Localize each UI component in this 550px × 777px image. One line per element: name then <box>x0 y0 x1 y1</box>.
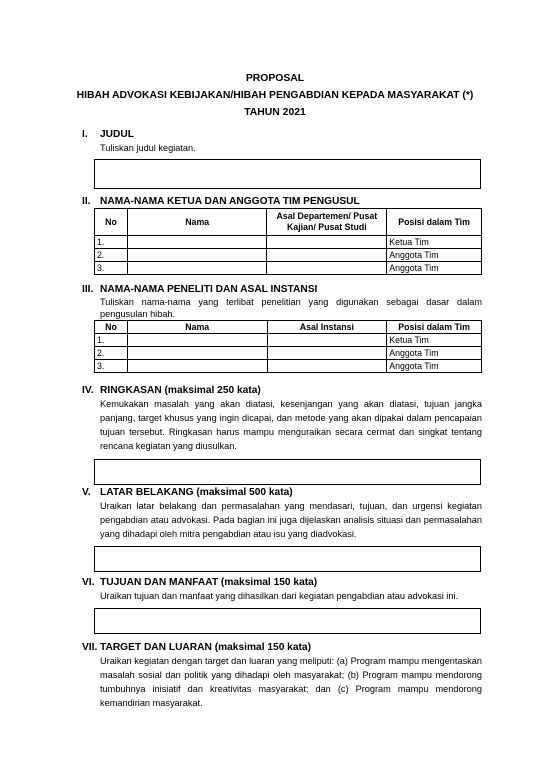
table-cell[interactable] <box>267 262 387 275</box>
table-row <box>95 236 482 249</box>
document-title <box>0 70 550 121</box>
table-cell[interactable] <box>127 347 267 360</box>
column-header: Posisi dalam Tim <box>387 321 482 334</box>
table-cell[interactable] <box>267 249 387 262</box>
section-title: NAMA-NAMA PENELITI DAN ASAL INSTANSI <box>100 284 318 295</box>
section-number: V. <box>82 487 91 498</box>
section-description: Uraikan tujuan dan manfaat yang dihasilkan dari kegiatan pengabdian atau advokasi ini. <box>100 591 459 601</box>
section-ringkasan <box>82 384 482 485</box>
latar-belakang-input-box[interactable] <box>94 546 481 572</box>
section-title: NAMA-NAMA KETUA DAN ANGGOTA TIM PENGUSUL <box>100 196 360 207</box>
table-cell[interactable] <box>127 334 267 347</box>
ringkasan-input-box[interactable] <box>94 459 481 485</box>
column-header: Asal Departemen/ Pusat Kajian/ Pusat Studi <box>267 209 387 236</box>
table-cell[interactable] <box>127 360 267 373</box>
section-heading <box>82 128 482 141</box>
section-number: IV. <box>82 385 94 396</box>
table-header-row <box>95 321 482 334</box>
table-cell: 2. <box>95 347 128 360</box>
table-cell: 3. <box>95 262 128 275</box>
section-title: LATAR BELAKANG (maksimal 500 kata) <box>100 487 293 498</box>
table-cell[interactable] <box>127 262 267 275</box>
section-description: Tuliskan nama-nama yang terlibat penelitian yang digunakan sebagai dasar dalam pengusulan hibah. <box>100 297 482 319</box>
section-number: VI. <box>82 577 95 588</box>
section-description: Uraikan latar belakang dan permasalahan yang mendasari, tujuan, dan urgensi kegiatan pengabdian atau advokasi. Pada bagian ini juga dijelaskan analisis situasi dan permasalahan yang dihadapi oleh mitra pengabdian atau isu yang diadvokasi. <box>100 501 482 539</box>
section-number: VII. <box>82 642 98 653</box>
section-description: Uraikan kegiatan dengan target dan luaran yang meliputi: (a) Program mampu mengentaskan masalah sosial dan politik yang dihadapi oleh masyarakat; (b) Program mampu mendorong tumbuhnya inisiatif dan kreativitas masyarakat; dan (c) Program mampu mendorong kemandirian masyarakat. <box>100 656 482 708</box>
section-target-luaran <box>82 641 482 710</box>
column-header: Nama <box>127 321 267 334</box>
section-heading <box>82 486 482 499</box>
section-heading <box>82 641 482 654</box>
title-line-1: PROPOSAL <box>245 73 305 84</box>
table-cell: Anggota Tim <box>387 249 482 262</box>
section-number: III. <box>82 284 94 295</box>
table-row <box>95 262 482 275</box>
table-cell: Anggota Tim <box>387 262 482 275</box>
table-cell[interactable] <box>267 360 387 373</box>
section-judul <box>82 128 482 189</box>
section-description: Tuliskan judul kegiatan. <box>100 143 196 153</box>
section-description: Kemukakan masalah yang akan diatasi, kesenjangan yang akan diatasi, tujuan jangka panjang, target khusus yang ingin dicapai, dan metode yang akan dipakai dalam pencapaian tujuan tersebut. Ringkasan harus mampu menguraikan secara cermat dan singkat tentang rencana kegiatan yang diusulkan. <box>100 399 482 451</box>
column-header: No <box>95 321 128 334</box>
table-cell[interactable] <box>127 249 267 262</box>
table-row <box>95 360 482 373</box>
column-header: Nama <box>127 209 267 236</box>
table-header-row <box>95 209 482 236</box>
table-cell: Anggota Tim <box>387 347 482 360</box>
section-ketua-anggota <box>82 195 482 275</box>
table-cell[interactable] <box>267 236 387 249</box>
section-heading <box>82 195 482 208</box>
column-header: Asal Instansi <box>267 321 387 334</box>
tujuan-manfaat-input-box[interactable] <box>94 608 481 634</box>
table-cell: 1. <box>95 334 128 347</box>
section-title: TARGET DAN LUARAN (maksimal 150 kata) <box>100 642 311 653</box>
section-latar-belakang <box>82 486 482 572</box>
table-cell: 2. <box>95 249 128 262</box>
section-title: RINGKASAN (maksimal 250 kata) <box>100 385 261 396</box>
section-heading <box>82 283 482 296</box>
section-peneliti <box>82 283 482 373</box>
table-cell[interactable] <box>267 347 387 360</box>
table-cell: Ketua Tim <box>387 334 482 347</box>
table-cell: 3. <box>95 360 128 373</box>
judul-input-box[interactable] <box>94 159 481 189</box>
title-line-2: HIBAH ADVOKASI KEBIJAKAN/HIBAH PENGABDIAN KEPADA MASYARAKAT (*) <box>76 90 474 101</box>
section-tujuan-manfaat <box>82 576 482 634</box>
column-header: No <box>95 209 128 236</box>
section-title: TUJUAN DAN MANFAAT (maksimal 150 kata) <box>100 577 318 588</box>
column-header: Posisi dalam Tim <box>387 209 482 236</box>
table-row <box>95 347 482 360</box>
table-cell: Ketua Tim <box>387 236 482 249</box>
section-heading <box>82 384 482 397</box>
table-row <box>95 334 482 347</box>
section-heading <box>82 576 482 589</box>
section-number: II. <box>82 196 91 207</box>
section-title: JUDUL <box>100 129 134 140</box>
table-row <box>95 249 482 262</box>
section-number: I. <box>82 129 88 140</box>
table-cell[interactable] <box>267 334 387 347</box>
table-cell[interactable] <box>127 236 267 249</box>
ketua-anggota-table <box>94 208 482 275</box>
peneliti-table <box>94 320 482 373</box>
table-cell: Anggota Tim <box>387 360 482 373</box>
title-line-3: TAHUN 2021 <box>244 107 306 118</box>
table-cell: 1. <box>95 236 128 249</box>
